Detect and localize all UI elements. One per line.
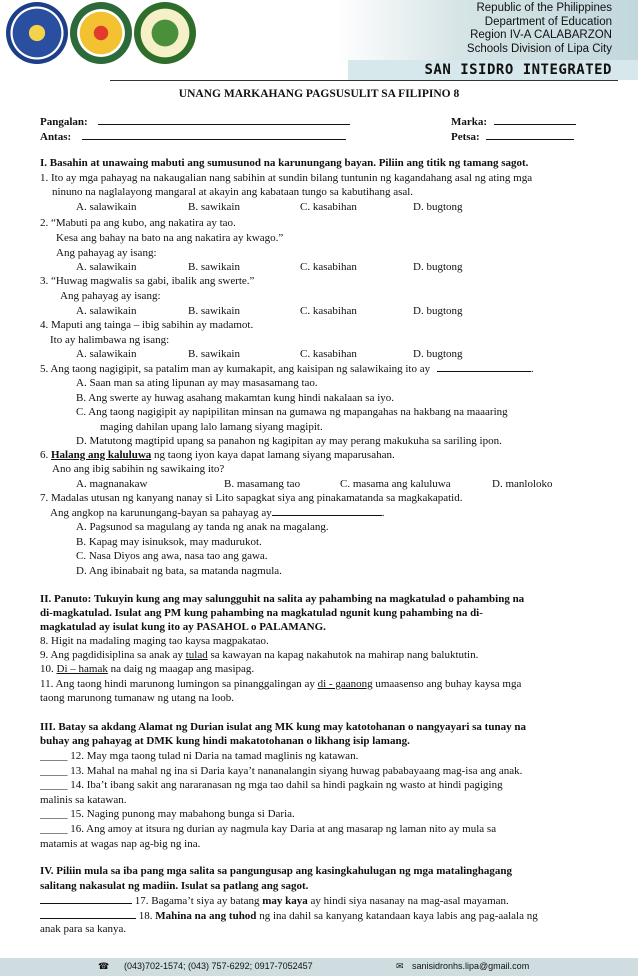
q17-rest: ay hindi siya nasanay na mag-asal mayaman. xyxy=(307,895,509,907)
q6-rest: ng taong iyon kaya dapat lamang siyang maparusahan. xyxy=(151,449,395,461)
q18-text-cont: anak para sa kanya. xyxy=(40,923,127,935)
header-line: Republic of the Philippines xyxy=(476,2,612,14)
q2-choice-c[interactable]: C. kasabihan xyxy=(300,261,357,273)
q18-bold-phrase: Mahina na ang tuhod xyxy=(155,910,257,922)
q8-text: 8. Higit na madaling maging tao kaysa magpakatao. xyxy=(40,635,269,647)
q3-text: 3. “Huwag magwalis sa gabi, ibalik ang swerte.” xyxy=(40,275,255,287)
q2-prompt: Ang pahayag ay isang: xyxy=(56,247,157,259)
q3-choice-d[interactable]: D. bugtong xyxy=(413,305,463,317)
q12-text xyxy=(40,749,358,763)
q1-choice-b[interactable]: B. sawikain xyxy=(188,201,240,213)
q4-choice-b[interactable]: B. sawikain xyxy=(188,348,240,360)
q2-choice-a[interactable]: A. salawikain xyxy=(76,261,137,273)
section1-heading: I. Basahin at unawaing mabuti ang sumusunod na karunungang bayan. Piliin ang titik ng tamang sagot. xyxy=(40,157,529,169)
q5-text: 5. Ang taong nagigipit, sa patalim man ay kumakapit, ang kaisipan ng salawikaing ito ay . xyxy=(40,363,534,375)
q14-text xyxy=(40,778,503,792)
q3-prompt: Ang pahayag ay isang: xyxy=(60,290,161,302)
name-blank[interactable] xyxy=(98,114,350,125)
q14-blank[interactable]: _____ xyxy=(40,779,68,791)
q7-blank[interactable] xyxy=(272,505,382,516)
q17-stem: 17. Bagama’t siya ay batang xyxy=(132,895,263,907)
q7-choice-d[interactable]: D. Ang ibinabait ng bata, sa matanda nagmula. xyxy=(76,565,282,577)
q11-text xyxy=(40,677,521,691)
q16-text xyxy=(40,822,496,836)
q6-text xyxy=(40,448,395,462)
q18-blank[interactable] xyxy=(40,908,136,919)
q1-choice-d[interactable]: D. bugtong xyxy=(413,201,463,213)
letterhead xyxy=(0,0,638,85)
q5-choice-d[interactable]: D. Matutong magtipid upang sa panahon ng kagipitan ay may perang makukuha sa sariling ipon. xyxy=(76,435,502,447)
date-label: Petsa: xyxy=(451,131,480,143)
q12-blank[interactable]: _____ xyxy=(40,750,68,762)
q4-choice-c[interactable]: C. kasabihan xyxy=(300,348,357,360)
q14-stem: 14. Iba’t ibang sakit ang nararanasan ng mga tao dahil sa hindi pagkain ng wasto at hindi pagiging xyxy=(67,779,503,791)
score-field[interactable] xyxy=(451,114,576,129)
q6-choice-b[interactable]: B. masamang tao xyxy=(224,478,301,490)
q12-stem: 12. May mga taong tulad ni Daria na tamad maglinis ng katawan. xyxy=(67,750,359,762)
q18-rest: ng ina dahil sa kanyang katandaan kaya labis ang pag-aalala ng xyxy=(256,910,538,922)
section4-heading: IV. Piliin mula sa iba pang mga salita sa pangungusap ang kasingkahulugan ng mga matalinghagang xyxy=(40,865,513,877)
footer-phone: (043)702-1574; (043) 757-6292; 0917-7052457 xyxy=(124,961,313,971)
q4-choice-a[interactable]: A. salawikain xyxy=(76,348,137,360)
header-line: Region IV-A CALABARZON xyxy=(470,29,612,41)
q1-text: 1. Ito ay mga pahayag na nakaugalian nang sabihin at sundin bilang tuntunin ng kagandahang asal ng ating mga xyxy=(40,172,533,184)
q9-underlined-word: tulad xyxy=(185,649,208,661)
q10-text xyxy=(40,662,254,676)
q11-underlined-word: di - gaanong xyxy=(317,678,373,690)
q17-bold-phrase: may kaya xyxy=(262,895,308,907)
q16-text-cont: matamis at wagas nap ag-big ng ina. xyxy=(40,838,201,850)
q11-rest: umaasenso ang buhay kaysa mga xyxy=(372,678,522,690)
exam-title: UNANG MARKAHANG PAGSUSULIT SA FILIPINO 8 xyxy=(178,88,460,100)
section4-heading-cont: salitang nakasulat ng madiin. Isulat sa patlang ang sagot. xyxy=(40,880,309,892)
q7-prompt: Ang angkop na karunungang-bayan sa pahayag ay . xyxy=(50,507,385,519)
q3-choice-b[interactable]: B. sawikain xyxy=(188,305,240,317)
q11-text-cont: taong marunong tumanaw ng utang na loob. xyxy=(40,692,234,704)
q18-text xyxy=(40,908,538,923)
mail-icon: ✉ xyxy=(396,961,404,971)
q7-text: 7. Madalas utusan ng kanyang nanay si Lito sapagkat siya ang pinakamatanda sa magkakapatid. xyxy=(40,492,463,504)
q1-text-cont: ninuno na naglalayong mangaral at akayin ang kabataan tungo sa kabutihang asal. xyxy=(52,186,414,198)
footer xyxy=(0,958,638,976)
q15-stem: 15. Naging punong may mabahong bunga si Daria. xyxy=(67,808,295,820)
q15-text xyxy=(40,807,295,821)
q13-blank[interactable]: _____ xyxy=(40,765,68,777)
q9-text xyxy=(40,648,478,662)
header-line: Schools Division of Lipa City xyxy=(466,42,612,55)
score-blank[interactable] xyxy=(494,114,576,125)
section2-heading-cont: di-magkatulad. Isulat ang PM kung pahambing na magkatulad ngunit kung pahambing na di- xyxy=(40,607,483,619)
q16-stem: 16. Ang amoy at itsura ng durian ay nagmula kay Daria at ang masarap ng laman nito ay mula sa xyxy=(67,823,497,835)
q4-prompt: Ito ay halimbawa ng isang: xyxy=(50,334,170,346)
q6-prompt: Ano ang ibig sabihin ng sawikaing ito? xyxy=(52,463,225,475)
score-label: Marka: xyxy=(451,116,488,128)
q15-blank[interactable]: _____ xyxy=(40,808,68,820)
q5-choice-a[interactable]: A. Saan man sa ating lipunan ay may masasamang tao. xyxy=(76,377,318,389)
q4-text: 4. Maputi ang tainga – ibig sabihin ay madamot. xyxy=(40,319,254,331)
school-seal-logo xyxy=(134,2,196,64)
q7-choice-a[interactable]: A. Pagsunod sa magulang ay tanda ng anak na magalang. xyxy=(76,521,329,533)
phone-icon: ☎ xyxy=(98,961,110,971)
section3-heading: III. Batay sa akdang Alamat ng Durian isulat ang MK kung may katotohanan o nangyayari sa tunay na xyxy=(40,721,526,733)
q3-choice-a[interactable]: A. salawikain xyxy=(76,305,137,317)
q2-text-cont: Kesa ang bahay na bato na ang nakatira ay kwago.” xyxy=(56,232,284,244)
q18-number: 18. xyxy=(136,910,156,922)
q2-choice-b[interactable]: B. sawikain xyxy=(188,261,240,273)
q6-number: 6. xyxy=(40,449,51,461)
name-field[interactable] xyxy=(40,114,350,129)
q13-text xyxy=(40,764,522,778)
level-label: Antas: xyxy=(40,131,72,143)
q10-underlined-word: Di – hamak xyxy=(56,663,108,675)
q17-blank[interactable] xyxy=(40,893,132,904)
q2-choice-d[interactable]: D. bugtong xyxy=(413,261,463,273)
q7-choice-c[interactable]: C. Nasa Diyos ang awa, nasa tao ang gawa. xyxy=(76,550,268,562)
q11-stem: 11. Ang taong hindi marunong lumingon sa pinanggalingan ay xyxy=(40,678,318,690)
q5-blank[interactable] xyxy=(437,361,531,372)
q5-choice-c[interactable]: C. Ang taong nagigipit ay napipilitan minsan na gumawa ng mapangahas na hakbang na maaaring xyxy=(76,406,508,418)
header-rule xyxy=(110,80,618,81)
division-seal-logo xyxy=(70,2,132,64)
level-field[interactable] xyxy=(40,129,346,144)
q1-choice-c[interactable]: C. kasabihan xyxy=(300,201,357,213)
section3-heading-cont: buhay ang pahayag at DMK kung hindi makatotohanan o likhang isip lamang. xyxy=(40,735,410,747)
q6-choice-d[interactable]: D. manloloko xyxy=(492,478,553,490)
q9-rest: sa kawayan na kapag nakahutok na mahirap nang baluktutin. xyxy=(207,649,479,661)
name-label: Pangalan: xyxy=(40,116,88,128)
q6-choice-c[interactable]: C. masama ang kaluluwa xyxy=(340,478,451,490)
q5-choice-b[interactable]: B. Ang swerte ay huwag asahang makamtan kung hindi nakalaan sa iyo. xyxy=(76,392,395,404)
section2-heading-cont2: magkatulad ay isulat kung ito ay PASAHOL o PALAMANG. xyxy=(40,621,326,633)
q5-stem: 5. Ang taong nagigipit, sa patalim man ay kumakapit, ang kaisipan ng salawikaing ito ay xyxy=(40,363,431,375)
agency-lines xyxy=(467,2,612,56)
region-seal-logo xyxy=(6,2,68,64)
q1-choice-a[interactable]: A. salawikain xyxy=(76,201,137,213)
level-blank[interactable] xyxy=(82,129,346,140)
footer-email: sanisidronhs.lipa@gmail.com xyxy=(412,961,530,971)
q9-stem: 9. Ang pagdidisiplina sa anak ay xyxy=(40,649,186,661)
school-name: SAN ISIDRO INTEGRATED xyxy=(424,62,612,78)
date-field[interactable] xyxy=(451,129,574,144)
q13-stem: 13. Mahal na mahal ng ina si Daria kaya’t nananalangin siyang huwag pababayaang mag-isa ang anak. xyxy=(67,765,523,777)
header-line: Department of Education xyxy=(484,15,612,28)
q16-blank[interactable]: _____ xyxy=(40,823,68,835)
q7-stem: Ang angkop na karunungang-bayan sa pahayag ay xyxy=(50,507,272,519)
q10-rest: na daig ng maagap ang masipag. xyxy=(107,663,255,675)
date-blank[interactable] xyxy=(486,129,574,140)
q3-choice-c[interactable]: C. kasabihan xyxy=(300,305,357,317)
q7-choice-b[interactable]: B. Kapag may isinuksok, may madurukot. xyxy=(76,536,262,548)
q17-text xyxy=(40,893,509,908)
q4-choice-d[interactable]: D. bugtong xyxy=(413,348,463,360)
q2-text: 2. “Mabuti pa ang kubo, ang nakatira ay tao. xyxy=(40,217,236,229)
section2-heading: II. Panuto: Tukuyin kung ang may salungguhit na salita ay pahambing na magkatulad o pahambing na xyxy=(40,593,525,605)
q5-choice-c-cont: maging dahilan upang lalo lamang siyang magipit. xyxy=(100,421,323,433)
q6-choice-a[interactable]: A. magnanakaw xyxy=(76,478,148,490)
q10-number: 10. xyxy=(40,663,57,675)
q6-underlined-phrase: Halang ang kaluluwa xyxy=(51,449,152,461)
q14-text-cont: malinis sa katawan. xyxy=(40,794,127,806)
